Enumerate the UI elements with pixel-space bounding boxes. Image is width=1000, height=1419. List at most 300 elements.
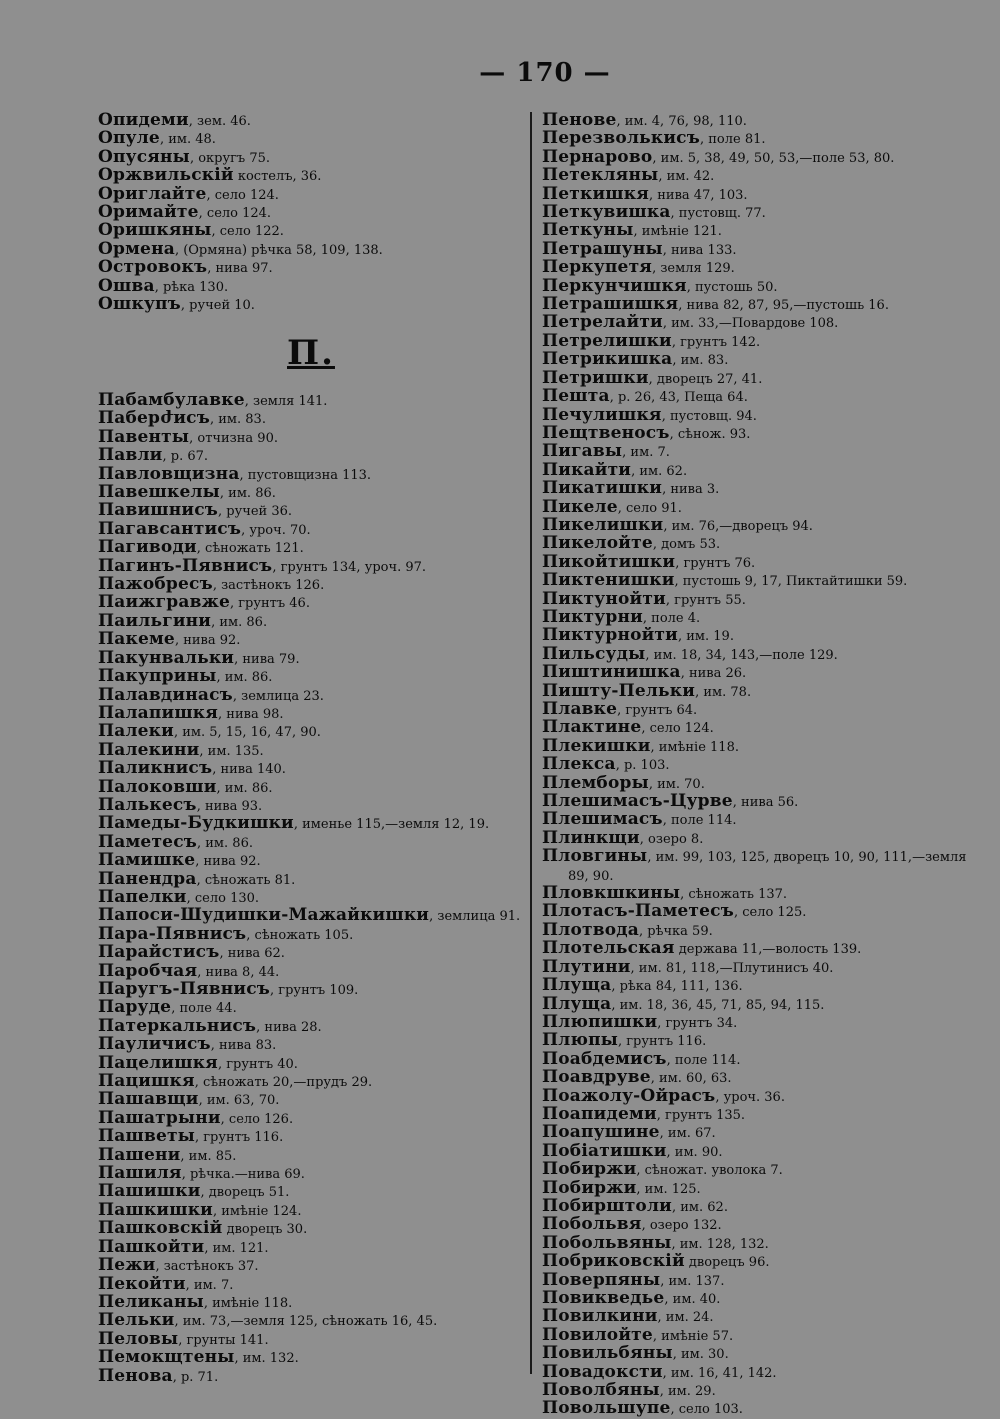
index-entry xyxy=(98,926,528,944)
entry-headword: Паберժисъ xyxy=(98,410,210,429)
entry-headword: Пенова xyxy=(98,1367,173,1386)
entry-references: , имѣніе 57. xyxy=(652,1328,734,1344)
index-entry xyxy=(98,631,528,649)
entry-headword: Палекини xyxy=(98,741,200,760)
entry-references: , дворецъ 27, 41. xyxy=(648,371,763,387)
entry-headword: Оржвильскій xyxy=(98,167,234,186)
index-entry xyxy=(98,130,528,148)
entry-headword: Палеки xyxy=(98,723,174,742)
entry-headword: Пара-Пявнисъ xyxy=(98,925,247,944)
entry-headword: Пацелишкя xyxy=(98,1054,218,1073)
entry-headword: Повилкини xyxy=(542,1308,658,1327)
entry-references: , им. 63, 70. xyxy=(198,1093,280,1109)
entry-references: , пустовщ. 77. xyxy=(670,206,766,222)
entry-references: , село 130. xyxy=(186,890,260,906)
entry-headword: Побиржи xyxy=(542,1161,637,1180)
index-entry xyxy=(98,222,528,240)
entry-references: , нива 26. xyxy=(680,666,747,682)
index-entry xyxy=(542,1216,974,1234)
entry-headword: Памеды-Будкишки xyxy=(98,815,294,834)
entry-references: , нива 133. xyxy=(662,242,737,258)
entry-references: , село 125. xyxy=(733,905,807,921)
index-entry xyxy=(542,1327,974,1345)
index-entry xyxy=(542,407,974,425)
entry-references: , землица 23. xyxy=(232,688,324,704)
entry-references: , дворецъ 51. xyxy=(200,1185,290,1201)
entry-headword: Петрашишкя xyxy=(542,296,679,315)
entry-headword: Плекишки xyxy=(542,737,651,756)
entry-headword: Пещтвеносъ xyxy=(542,424,670,443)
index-entry xyxy=(98,429,528,447)
entry-references: , имѣніе 121. xyxy=(633,224,722,240)
index-entry xyxy=(542,1161,974,1179)
index-entry xyxy=(542,1014,974,1032)
index-entry xyxy=(98,278,528,296)
entry-references: , нива 8, 44. xyxy=(197,964,280,980)
entry-headword: Побольвя xyxy=(542,1216,642,1235)
entry-references: , нива 92. xyxy=(174,633,241,649)
entry-references: , им. 30. xyxy=(672,1347,729,1363)
index-entry xyxy=(542,627,974,645)
index-entry xyxy=(542,719,974,737)
entry-references: , пустовщ. 94. xyxy=(661,408,757,424)
entry-headword: Опусяны xyxy=(98,148,190,167)
index-entry xyxy=(542,701,974,719)
entry-headword: Папелки xyxy=(98,888,187,907)
entry-references: , ручей 10. xyxy=(180,298,255,314)
index-entry xyxy=(542,112,974,130)
entry-headword: Пловкшкины xyxy=(542,885,681,904)
entry-headword: Пикеле xyxy=(542,498,618,517)
entry-headword: Павенты xyxy=(98,428,190,447)
entry-references: , грунтъ 116. xyxy=(194,1130,284,1146)
entry-references: , застѣнокъ 126. xyxy=(212,578,325,594)
entry-headword: Повикведье xyxy=(542,1290,665,1308)
index-entry xyxy=(542,609,974,627)
entry-headword: Пацишкя xyxy=(98,1073,195,1092)
entry-references: , им. 5, 38, 49, 50, 53,—поле 53, 80. xyxy=(652,150,895,166)
entry-headword: Поверпяны xyxy=(542,1271,661,1290)
entry-references: , рѣка 84, 111, 136. xyxy=(611,979,743,995)
entry-references: , округъ 75. xyxy=(189,150,271,166)
entry-headword: Плюпы xyxy=(542,1032,618,1051)
index-entry xyxy=(98,149,528,167)
index-entry xyxy=(98,410,528,428)
entry-references: , р. 67. xyxy=(162,449,209,465)
index-entry xyxy=(98,797,528,815)
entry-headword: Петрелишки xyxy=(542,332,672,351)
index-entry xyxy=(542,149,974,167)
index-entry xyxy=(98,1331,528,1349)
index-entry xyxy=(542,278,974,296)
index-entry xyxy=(98,1183,528,1201)
index-entry xyxy=(542,775,974,793)
index-entry xyxy=(542,830,974,848)
entry-headword: Пикелишки xyxy=(542,516,664,535)
entry-references: , землица 91. xyxy=(429,909,521,925)
entry-references: , поле 4. xyxy=(642,610,701,626)
entry-references: , им. 4, 76, 98, 110. xyxy=(616,114,747,129)
entry-headword: Пловгины xyxy=(542,848,648,867)
index-entry xyxy=(98,871,528,889)
entry-headword: Пауличисъ xyxy=(98,1036,211,1055)
entry-headword: Пемокщтены xyxy=(98,1349,235,1368)
index-entry xyxy=(542,1198,974,1216)
entry-headword: Побольвяны xyxy=(542,1234,672,1253)
entry-references: , им. 137. xyxy=(660,1273,725,1289)
index-entry xyxy=(542,1400,974,1418)
entry-references: , сѣножать 105. xyxy=(246,927,354,943)
index-entry xyxy=(98,742,528,760)
index-entry xyxy=(542,996,974,1014)
index-entry xyxy=(542,554,974,572)
entry-references: , нива 97. xyxy=(207,261,273,277)
entry-headword: Паметесъ xyxy=(98,833,197,852)
index-entry xyxy=(98,521,528,539)
index-entry xyxy=(98,1018,528,1036)
entry-references: , сѣножать 20,—прудъ 29. xyxy=(194,1075,373,1091)
entry-headword: Поабдемисъ xyxy=(542,1050,667,1069)
index-entry xyxy=(542,462,974,480)
index-entry xyxy=(98,1147,528,1165)
index-entry xyxy=(98,112,528,130)
entry-references: , р. 103. xyxy=(615,758,670,774)
entry-headword: Оримайте xyxy=(98,204,199,223)
left-column-top xyxy=(98,112,528,314)
index-entry xyxy=(542,977,974,995)
index-entry xyxy=(542,1124,974,1142)
index-entry xyxy=(542,1308,974,1326)
index-entry xyxy=(542,811,974,829)
entry-headword: Племборы xyxy=(542,774,649,793)
index-entry xyxy=(98,259,528,277)
entry-headword: Пикайти xyxy=(542,461,632,480)
entry-references: , сѣножат. уволока 7. xyxy=(636,1163,783,1179)
page-number: — 170 — xyxy=(479,58,611,88)
entry-references: , пустошь 9, 17, Пиктайтишки 59. xyxy=(674,574,908,590)
entry-references: , им. 48. xyxy=(159,132,216,148)
entry-references: , им. 125. xyxy=(636,1181,701,1197)
entry-references: , им. 86. xyxy=(219,486,276,502)
entry-references: , им. 86. xyxy=(216,780,273,796)
entry-headword: Поажолу-Ойрасъ xyxy=(542,1087,716,1106)
entry-headword: Пишту-Пельки xyxy=(542,682,696,701)
entry-references: , грунтъ 34. xyxy=(657,1015,738,1031)
entry-headword: Пакуприны xyxy=(98,668,217,687)
index-entry xyxy=(98,1202,528,1220)
index-entry xyxy=(542,241,974,259)
index-entry xyxy=(98,484,528,502)
entry-references: , им. 99, 103, 125, дворецъ 10, 90, 111,—земля 89, 90. xyxy=(568,850,967,884)
index-entry xyxy=(98,1368,528,1386)
entry-references: , сѣножать 81. xyxy=(196,872,296,888)
entry-headword: Пиктурни xyxy=(542,608,643,627)
entry-headword: Пашени xyxy=(98,1146,181,1165)
index-entry xyxy=(98,1091,528,1109)
index-entry xyxy=(542,572,974,590)
index-entry xyxy=(98,447,528,465)
entry-references: , грунтъ 116. xyxy=(617,1034,707,1050)
index-entry xyxy=(542,885,974,903)
entry-references: , им. 83. xyxy=(209,412,266,428)
index-entry xyxy=(542,204,974,222)
entry-references: , рѣчка.—нива 69. xyxy=(181,1167,305,1183)
entry-headword: Плекса xyxy=(542,756,616,775)
entry-references: , им. 24. xyxy=(657,1310,714,1326)
index-entry xyxy=(542,664,974,682)
index-entry xyxy=(98,167,528,185)
entry-headword: Пикойтишки xyxy=(542,553,676,572)
entry-headword: Петрелайти xyxy=(542,314,663,333)
entry-headword: Плутини xyxy=(542,958,631,977)
index-entry xyxy=(542,591,974,609)
entry-references: , им. 18, 34, 143,—поле 129. xyxy=(645,647,838,663)
entry-headword: Паильгини xyxy=(98,612,212,631)
index-entry xyxy=(542,535,974,553)
index-entry xyxy=(542,940,974,958)
entry-headword: Паругъ-Пявнисъ xyxy=(98,981,271,999)
entry-references: , поле 114. xyxy=(662,813,737,829)
entry-references: , им. 121. xyxy=(204,1240,269,1256)
entry-headword: Плешимасъ-Цурве xyxy=(542,793,733,812)
entry-references: , им. 67. xyxy=(659,1126,716,1142)
entry-headword: Пельки xyxy=(98,1312,175,1331)
entry-headword: Повильбяны xyxy=(542,1345,673,1364)
entry-headword: Пагиводи xyxy=(98,539,197,558)
index-entry xyxy=(98,944,528,962)
entry-references: , р. 26, 43, Пеща 64. xyxy=(609,390,748,406)
entry-headword: Пашветы xyxy=(98,1128,195,1147)
index-entry xyxy=(542,130,974,148)
entry-headword: Перкупетя xyxy=(542,259,653,278)
entry-references: , имѣніе 118. xyxy=(650,739,739,755)
entry-references: , им. 7. xyxy=(622,445,670,461)
index-entry xyxy=(542,1180,974,1198)
index-entry xyxy=(98,558,528,576)
index-entry xyxy=(542,222,974,240)
entry-headword: Панендра xyxy=(98,870,197,889)
entry-references: , им. 40. xyxy=(664,1292,721,1307)
index-entry xyxy=(98,1312,528,1330)
entry-headword: Петекляны xyxy=(542,167,659,186)
entry-headword: Павешкелы xyxy=(98,484,220,503)
entry-headword: Павли xyxy=(98,447,163,466)
entry-headword: Пикелойте xyxy=(542,535,653,554)
entry-references: , грунтъ 109. xyxy=(270,983,359,998)
entry-references: , домъ 53. xyxy=(652,537,721,553)
entry-references: , грунтъ 135. xyxy=(656,1107,746,1123)
entry-headword: Палапишкя xyxy=(98,704,219,723)
index-entry xyxy=(98,502,528,520)
entry-references: , им. 78. xyxy=(695,684,752,700)
index-entry xyxy=(542,259,974,277)
entry-references: , нива 82, 87, 95,—пустошь 16. xyxy=(678,298,889,314)
index-entry xyxy=(542,296,974,314)
entry-headword: Ормена xyxy=(98,240,175,259)
index-entry xyxy=(542,1088,974,1106)
entry-references: , уроч. 70. xyxy=(241,522,311,538)
entry-references: держава 11,—волость 139. xyxy=(674,942,862,958)
entry-references: , им. 90. xyxy=(666,1144,723,1160)
index-entry xyxy=(98,779,528,797)
entry-headword: Пиктурнойти xyxy=(542,627,678,646)
index-entry xyxy=(542,388,974,406)
index-entry xyxy=(542,903,974,921)
index-entry xyxy=(98,1055,528,1073)
entry-references: , грунтъ 134, уроч. 97. xyxy=(272,559,427,575)
index-entry xyxy=(542,1382,974,1400)
entry-references: , нива 56. xyxy=(732,795,799,811)
index-entry xyxy=(542,517,974,535)
index-entry xyxy=(542,333,974,351)
index-entry xyxy=(98,1276,528,1294)
column-divider xyxy=(530,112,532,1374)
entry-headword: Пеловы xyxy=(98,1330,179,1349)
index-entry xyxy=(98,296,528,314)
entry-references: , пустовщизна 113. xyxy=(239,467,372,483)
entry-headword: Пиштинишка xyxy=(542,664,681,683)
entry-references: , им. 62. xyxy=(671,1199,728,1215)
entry-headword: Паижгравже xyxy=(98,594,230,613)
index-entry xyxy=(542,1051,974,1069)
entry-headword: Перкунчишкя xyxy=(542,277,687,296)
entry-headword: Палоковши xyxy=(98,778,217,797)
entry-headword: Поволбяны xyxy=(542,1382,660,1401)
entry-headword: Пабамбулавке xyxy=(98,392,245,410)
entry-headword: Пагинъ-Пявнисъ xyxy=(98,557,273,576)
entry-headword: Паруде xyxy=(98,999,172,1018)
entry-headword: Плавке xyxy=(542,701,618,719)
entry-headword: Патеркальнисъ xyxy=(98,1017,257,1036)
entry-references: , озеро 8. xyxy=(639,831,704,847)
entry-headword: Пикатишки xyxy=(542,480,663,499)
entry-references: , нива 93. xyxy=(196,798,263,814)
index-entry xyxy=(98,963,528,981)
index-entry xyxy=(542,1143,974,1161)
index-entry xyxy=(98,705,528,723)
entry-references: , им. 85. xyxy=(180,1148,237,1164)
left-column-bottom xyxy=(98,392,528,1386)
entry-references: , (Ормяна) рѣчка 58, 109, 138. xyxy=(174,242,383,258)
index-entry xyxy=(98,1036,528,1054)
entry-headword: Ориглайте xyxy=(98,185,207,204)
entry-headword: Плюпишки xyxy=(542,1013,658,1032)
index-entry xyxy=(98,834,528,852)
entry-headword: Палькесъ xyxy=(98,796,197,815)
index-entry xyxy=(542,959,974,977)
entry-references: , земля 141. xyxy=(244,394,328,409)
entry-headword: Печулишкя xyxy=(542,406,662,425)
index-entry xyxy=(98,466,528,484)
entry-headword: Островокъ xyxy=(98,259,208,278)
entry-references: , сѣнож. 93. xyxy=(669,426,751,442)
index-entry xyxy=(542,1032,974,1050)
entry-headword: Петрашуны xyxy=(542,240,663,259)
index-entry xyxy=(542,1290,974,1308)
entry-references: , нива 83. xyxy=(210,1038,277,1054)
section-heading: П. xyxy=(287,333,335,373)
entry-references: , нива 79. xyxy=(234,651,300,667)
entry-references: дворецъ 96. xyxy=(684,1255,770,1271)
index-entry xyxy=(542,1253,974,1271)
entry-references: , отчизна 90. xyxy=(189,430,278,446)
entry-references: , им. 7. xyxy=(185,1277,234,1293)
entry-references: , грунты 141. xyxy=(178,1332,269,1348)
entry-headword: Пашкойти xyxy=(98,1238,205,1257)
entry-headword: Пернарово xyxy=(542,148,653,167)
index-entry xyxy=(98,594,528,612)
entry-headword: Опидеми xyxy=(98,112,189,130)
index-entry xyxy=(98,186,528,204)
entry-references: , им. 73,—земля 125, сѣножать 16, 45. xyxy=(174,1314,438,1330)
entry-headword: Пильсуды xyxy=(542,645,646,664)
index-entry xyxy=(98,907,528,925)
entry-headword: Петрикишка xyxy=(542,351,673,370)
index-entry xyxy=(98,815,528,833)
entry-headword: Плуща xyxy=(542,995,612,1014)
entry-headword: Петкувишка xyxy=(542,204,671,223)
entry-headword: Пиктунойти xyxy=(542,590,666,609)
entry-references: , рѣка 130. xyxy=(154,279,229,295)
entry-headword: Плотасъ-Паметесъ xyxy=(542,903,734,922)
entry-headword: Пашавщи xyxy=(98,1091,199,1110)
entry-headword: Пашатрыни xyxy=(98,1109,221,1128)
entry-references: , им. 42. xyxy=(658,169,715,185)
entry-references: , им. 62. xyxy=(631,463,688,479)
index-entry xyxy=(542,683,974,701)
entry-references: , имѣніе 124. xyxy=(212,1203,302,1219)
index-entry xyxy=(542,480,974,498)
entry-headword: Палавдинасъ xyxy=(98,686,233,705)
entry-headword: Пашишки xyxy=(98,1183,201,1202)
index-entry xyxy=(98,1165,528,1183)
entry-headword: Петришки xyxy=(542,369,649,388)
entry-references: , им. 16, 41, 142. xyxy=(662,1365,777,1381)
index-entry xyxy=(98,613,528,631)
entry-references: , нива 62. xyxy=(219,946,285,962)
entry-headword: Поапидеми xyxy=(542,1105,657,1124)
index-entry xyxy=(542,1345,974,1363)
entry-references: , сѣножать 137. xyxy=(680,887,788,903)
entry-headword: Петкуны xyxy=(542,222,634,241)
entry-references: , село 91. xyxy=(617,500,682,516)
entry-headword: Пашиля xyxy=(98,1165,182,1184)
index-entry xyxy=(98,1110,528,1128)
entry-headword: Паробчая xyxy=(98,962,198,981)
entry-references: , поле 44. xyxy=(171,1001,237,1017)
entry-references: , им. 86. xyxy=(197,835,253,851)
entry-references: , застѣнокъ 37. xyxy=(155,1259,259,1275)
entry-headword: Побіатишки xyxy=(542,1142,667,1161)
entry-references: , им. 86. xyxy=(216,670,273,686)
entry-headword: Опуле xyxy=(98,130,160,149)
index-entry xyxy=(98,723,528,741)
entry-headword: Пекойти xyxy=(98,1275,186,1294)
entry-headword: Побирштоли xyxy=(542,1197,672,1216)
entry-references: дворецъ 30. xyxy=(222,1222,308,1238)
index-entry xyxy=(542,756,974,774)
index-entry xyxy=(542,922,974,940)
entry-references: костелъ, 36. xyxy=(233,169,322,185)
index-entry xyxy=(542,1069,974,1087)
index-entry xyxy=(98,539,528,557)
entry-references: , нива 28. xyxy=(256,1019,322,1035)
entry-references: , поле 114. xyxy=(666,1052,741,1068)
entry-references: , поле 81. xyxy=(699,132,766,148)
index-entry xyxy=(98,1239,528,1257)
entry-headword: Повадоксти xyxy=(542,1363,663,1382)
index-entry xyxy=(98,687,528,705)
